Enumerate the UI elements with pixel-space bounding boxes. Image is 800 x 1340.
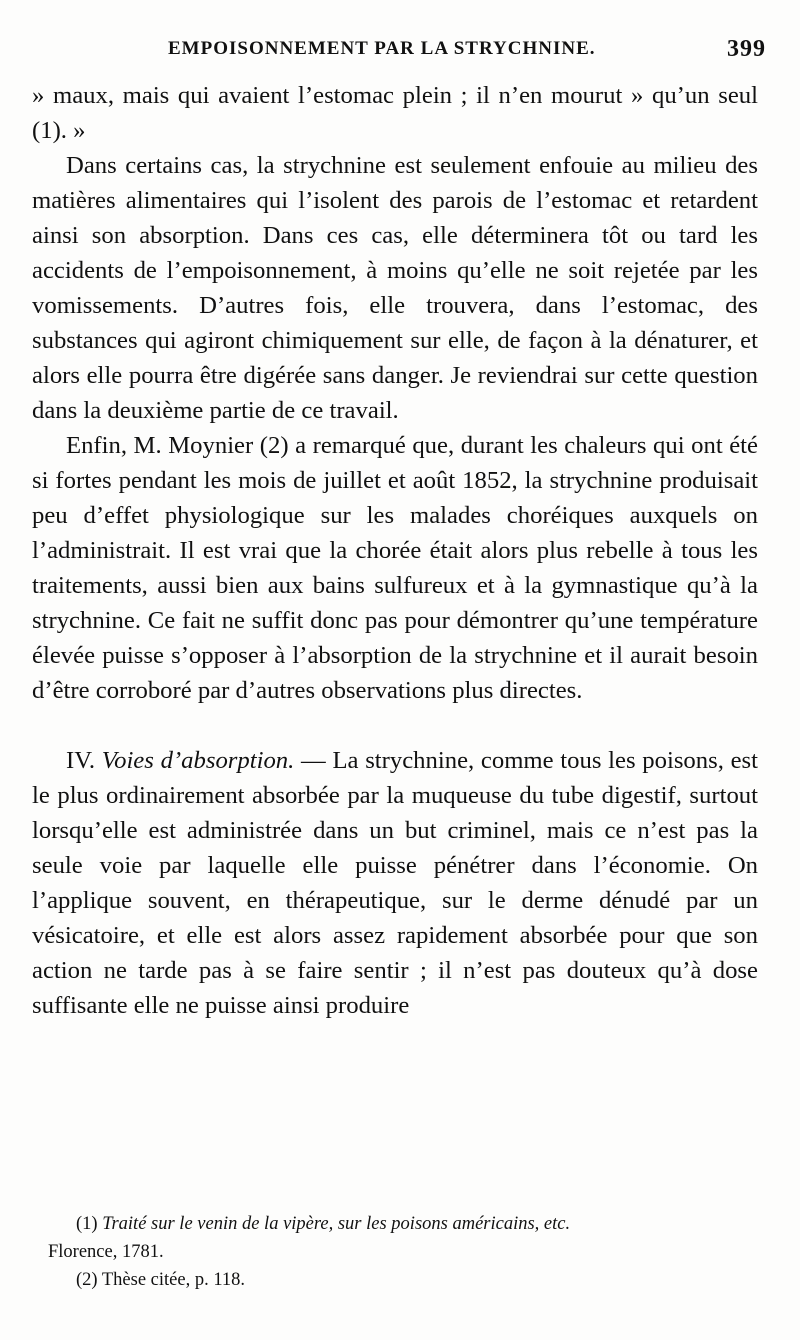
footnote-1: [48, 1210, 762, 1238]
paragraph-voies-absorption: [32, 743, 758, 1023]
page-header: [168, 38, 768, 68]
section-number: IV.: [66, 747, 96, 774]
paragraph-moynier: Enfin, M. Moynier (2) a remarqué que, durant les chaleurs qui ont été si fortes pendant les mois de juillet et août 1852, la strychnine produisait peu d’effet physiologique sur les malades choréiques auxquels on l’administrait. Il est vrai que la chorée était alors plus rebelle à tous les traitements, aussi bien aux bains sulfureux et à la gymnastique qu’à la strychnine. Ce fait ne suffit donc pas pour démontrer qu’une température élevée puisse s’opposer à l’absorption de la strychnine et il aurait besoin d’être corroboré par d’autres observations plus directes.: [32, 432, 758, 704]
running-title: EMPOISONNEMENT PAR LA STRYCHNINE.: [168, 38, 596, 59]
footnote-1-marker: (1): [76, 1214, 98, 1234]
paragraph-enfouie: Dans certains cas, la strychnine est seulement enfouie au milieu des matières alimentaires qui l’isolent des parois de l’estomac et retardent ainsi son absorption. Dans ces cas, elle déterminera tôt ou tard les accidents de l’empoisonnement, à moins qu’elle ne soit rejetée par les vomissements. D’autres fois, elle trouvera, dans l’estomac, des substances qui agiront chimiquement sur elle, de façon à la dénaturer, et alors elle pourra être digérée sans danger. Je reviendrai sur cette question dans la deuxième partie de ce travail.: [32, 152, 758, 424]
paragraph-quote-end: » maux, mais qui avaient l’estomac plein ; il n’en mourut » qu’un seul (1). »: [32, 82, 758, 144]
footnote-1-place: Florence, 1781.: [48, 1242, 164, 1262]
main-text: [32, 78, 758, 1023]
footnotes: [48, 1210, 762, 1294]
page-number: 399: [727, 36, 766, 62]
section-heading: Voies d’absorption.: [101, 747, 295, 774]
footnote-2: (2) Thèse citée, p. 118.: [76, 1270, 246, 1290]
footnote-1-title: Traité sur le venin de la vipère, sur les poisons américains, etc.: [102, 1214, 571, 1234]
section-text: — La strychnine, comme tous les poisons, est le plus ordinairement absorbée par la muqueuse du tube digestif, surtout lorsqu’elle est administrée dans un but criminel, mais ce n’est pas la seule voie par laquelle elle puisse pénétrer dans l’économie. On l’applique souvent, en thérapeutique, sur le derme dénudé par un vésicatoire, et elle est alors assez rapidement absorbée pour que son action ne tarde pas à se faire sentir ; il n’est pas douteux qu’à dose suffisante elle ne puisse ainsi produire: [32, 747, 759, 1019]
